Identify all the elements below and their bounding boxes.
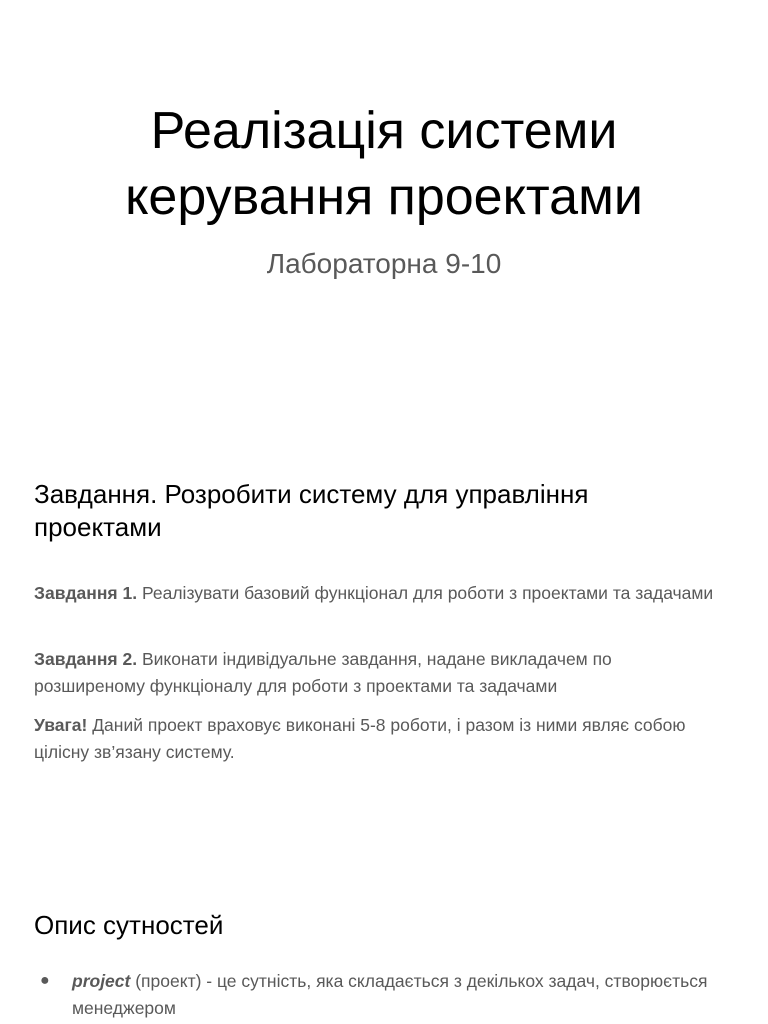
- list-item: [34, 968, 734, 1021]
- entities-section-heading: Опис сутностей: [34, 910, 224, 940]
- title-line-1: Реалізація системи: [150, 102, 618, 160]
- task-section-heading: [34, 478, 714, 544]
- task-heading-line-2: проектами: [34, 512, 162, 542]
- bullet-icon: ●: [40, 972, 50, 989]
- note-paragraph: [34, 712, 724, 765]
- task-heading-line-1: Завдання. Розробити систему для управління: [34, 479, 589, 509]
- task-1-paragraph: [34, 580, 724, 607]
- note-label: Увага!: [34, 715, 88, 735]
- document-title: [0, 98, 768, 230]
- task-1-text: Реалізувати базовий функціонал для роботи з проектами та задачами: [137, 583, 714, 603]
- task-1-label: Завдання 1.: [34, 583, 138, 603]
- title-line-2: керування проектами: [125, 168, 643, 226]
- task-2-paragraph: [34, 646, 724, 699]
- entity-description: (проект) - це сутність, яка складається з декількох задач, створюється менеджером: [72, 971, 708, 1018]
- document-subtitle: Лабораторна 9-10: [266, 248, 502, 279]
- entities-list: [34, 968, 734, 1021]
- entity-term: project: [72, 971, 131, 991]
- note-text: Даний проект враховує виконані 5-8 роботи, і разом із ними являє собою цілісну зв’язану систему.: [34, 715, 686, 762]
- task-2-text: Виконати індивідуальне завдання, надане викладачем по розширеному функціоналу для роботи з проектами та задачами: [34, 649, 612, 696]
- task-2-label: Завдання 2.: [34, 649, 138, 669]
